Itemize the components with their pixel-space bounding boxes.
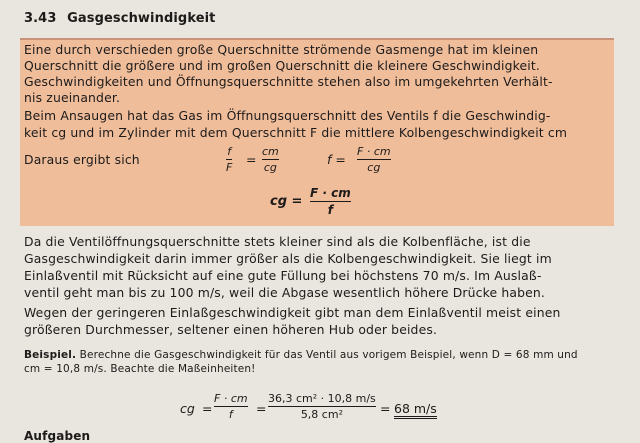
formula1-num-right: cm: [262, 145, 279, 158]
box-line-4: nis zueinander.: [24, 90, 121, 105]
formula2-num: F · cm: [357, 145, 391, 158]
formula1-right-fraction: [262, 145, 279, 174]
box-line-3: Geschwindigkeiten und Öffnungsquerschnitte stehen also im umgekehrten Verhält-: [24, 74, 553, 89]
fraction-bar: [268, 406, 376, 407]
para1-line-1: Da die Ventilöffnungsquerschnitte stets kleiner sind als die Kolbenfläche, ist die: [24, 234, 531, 249]
formula1-equals: =: [246, 152, 257, 167]
fraction-bar: [262, 159, 279, 160]
calc-fraction-1: [214, 392, 248, 421]
formula2-lhs: f =: [327, 152, 346, 167]
calc-f2-num: 36,3 cm² · 10,8 m/s: [268, 392, 376, 405]
para1-line-2: Gasgeschwindigkeit darin immer größer als die Kolbengeschwindigkeit. Sie liegt im: [24, 251, 552, 266]
calc-lhs: cg: [180, 401, 195, 416]
calc-fraction-2: [268, 392, 376, 421]
calc-f1-den: f: [228, 408, 233, 421]
formula2-fraction: [357, 145, 391, 174]
fraction-bar: [214, 406, 248, 407]
footer-heading: Aufgaben: [24, 429, 91, 443]
formula1-den-right: cg: [263, 161, 277, 174]
calc-equals-1: =: [202, 401, 213, 416]
formula1-den-left: F: [226, 161, 233, 174]
formula3-num: F · cm: [310, 186, 351, 200]
box-line-5: Beim Ansaugen hat das Gas im Öffnungsquerschnitt des Ventils f die Geschwindig-: [24, 108, 551, 123]
result-intro: Daraus ergibt sich: [24, 152, 140, 167]
example-text: Berechne die Gasgeschwindigkeit für das Ventil aus vorigem Beispiel, wenn D = 68 mm und: [79, 349, 578, 361]
formula3-fraction: [310, 186, 351, 217]
calc-f1-num: F · cm: [214, 392, 248, 405]
para2-line-2: größeren Durchmesser, seltener einen höheren Hub oder beides.: [24, 322, 438, 337]
fraction-bar: [357, 159, 391, 160]
para1-line-3: Einlaßventil mit Rücksicht auf eine gute Füllung bei höchstens 70 m/s. Im Auslaß-: [24, 268, 542, 283]
section-title: Gasgeschwindigkeit: [67, 11, 216, 26]
formula2-den: cg: [367, 161, 381, 174]
example-label: Beispiel.: [24, 349, 77, 361]
formula1-num-left: f: [227, 145, 232, 158]
formula1-left-fraction: [226, 145, 232, 174]
fraction-bar: [310, 201, 351, 202]
formula3-den: f: [327, 203, 333, 217]
box-line-1: Eine durch verschieden große Querschnitte strömende Gasmenge hat im kleinen: [24, 42, 539, 57]
box-line-6: keit cg und im Zylinder mit dem Querschnitt F die mittlere Kolbengeschwindigkeit cm: [24, 125, 568, 140]
calc-equals-3: =: [380, 401, 391, 416]
para2-line-1: Wegen der geringeren Einlaßgeschwindigkeit gibt man dem Einlaßventil meist einen: [24, 305, 561, 320]
calc-f2-den: 5,8 cm²: [300, 408, 343, 421]
box-line-2: Querschnitt die größere und im großen Querschnitt die kleinere Geschwindigkeit.: [24, 58, 540, 73]
calc-result: 68 m/s: [394, 401, 437, 419]
formula3-lhs: cg =: [270, 194, 303, 209]
section-number: 3.43: [24, 11, 57, 26]
para1-line-4: ventil geht man bis zu 100 m/s, weil die Abgase wesentlich höhere Drücke haben.: [24, 285, 546, 300]
section-heading: [24, 11, 216, 26]
example-line-2: cm = 10,8 m/s. Beachte die Maßeinheiten!: [24, 363, 256, 375]
example-line-1: [24, 349, 578, 361]
calc-equals-2: =: [256, 401, 267, 416]
fraction-bar: [226, 159, 232, 160]
